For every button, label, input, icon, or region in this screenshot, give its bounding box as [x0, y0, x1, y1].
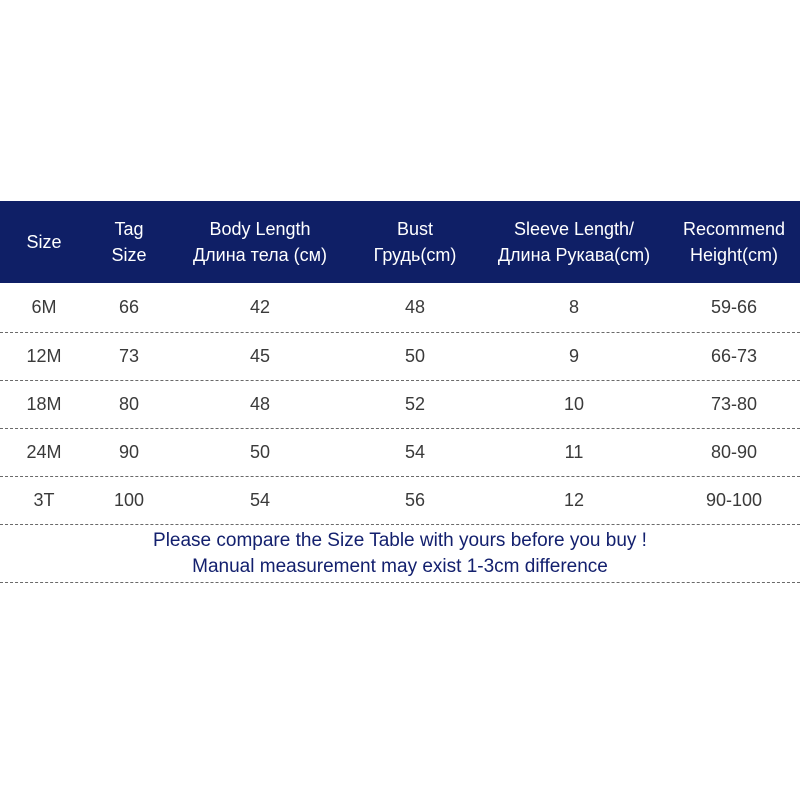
header-bust: [350, 201, 480, 283]
cell-size: 6M: [31, 297, 57, 317]
table-row: [0, 477, 800, 525]
cell-bust: 56: [404, 490, 426, 510]
cell-recommend-height: 59-66: [710, 297, 758, 317]
header-label: Height(cm): [689, 245, 778, 265]
cell-recommend-height: 80-90: [710, 442, 758, 462]
note-line: Please compare the Size Table with yours before you buy !: [153, 529, 647, 551]
table-header: [0, 201, 800, 283]
table-row: [0, 429, 800, 477]
header-size: [0, 201, 88, 283]
header-label: Recommend: [682, 219, 786, 239]
header-label: Длина Рукава(cm): [497, 245, 651, 265]
cell-tag-size: 73: [118, 346, 140, 366]
header-recommend-height: [668, 201, 800, 283]
cell-sleeve-length: 9: [568, 346, 579, 366]
cell-tag-size: 66: [118, 297, 140, 317]
cell-body-length: 48: [249, 394, 271, 414]
cell-bust: 50: [404, 346, 426, 366]
cell-recommend-height: 73-80: [710, 394, 758, 414]
cell-body-length: 45: [249, 346, 271, 366]
cell-body-length: 54: [249, 490, 271, 510]
cell-bust: 54: [404, 442, 426, 462]
cell-body-length: 50: [249, 442, 271, 462]
cell-size: 3T: [33, 490, 55, 510]
cell-recommend-height: 90-100: [705, 490, 763, 510]
cell-size: 24M: [26, 442, 62, 462]
cell-tag-size: 90: [118, 442, 140, 462]
header-tag-size: [88, 201, 170, 283]
cell-sleeve-length: 12: [563, 490, 585, 510]
cell-bust: 48: [404, 297, 426, 317]
table-row: [0, 381, 800, 429]
cell-bust: 52: [404, 394, 426, 414]
cell-tag-size: 100: [113, 490, 145, 510]
header-label: Size: [111, 245, 147, 265]
size-table: [0, 201, 800, 583]
header-sleeve-length: [480, 201, 668, 283]
header-body-length: [170, 201, 350, 283]
cell-size: 12M: [26, 346, 62, 366]
note-line: Manual measurement may exist 1-3cm difference: [192, 555, 608, 577]
cell-sleeve-length: 11: [564, 442, 584, 462]
table-row: [0, 283, 800, 333]
table-row: [0, 333, 800, 381]
header-label: Грудь(cm): [373, 245, 457, 265]
header-label: Size: [26, 232, 62, 252]
cell-recommend-height: 66-73: [710, 346, 758, 366]
cell-body-length: 42: [249, 297, 271, 317]
cell-sleeve-length: 8: [568, 297, 579, 317]
size-note: [0, 525, 800, 583]
cell-sleeve-length: 10: [563, 394, 585, 414]
header-label: Sleeve Length/: [513, 219, 635, 239]
header-label: Body Length: [209, 219, 311, 239]
header-label: Tag: [114, 219, 144, 239]
header-label: Длина тела (см): [192, 245, 328, 265]
cell-size: 18M: [26, 394, 62, 414]
cell-tag-size: 80: [118, 394, 140, 414]
header-label: Bust: [396, 219, 434, 239]
